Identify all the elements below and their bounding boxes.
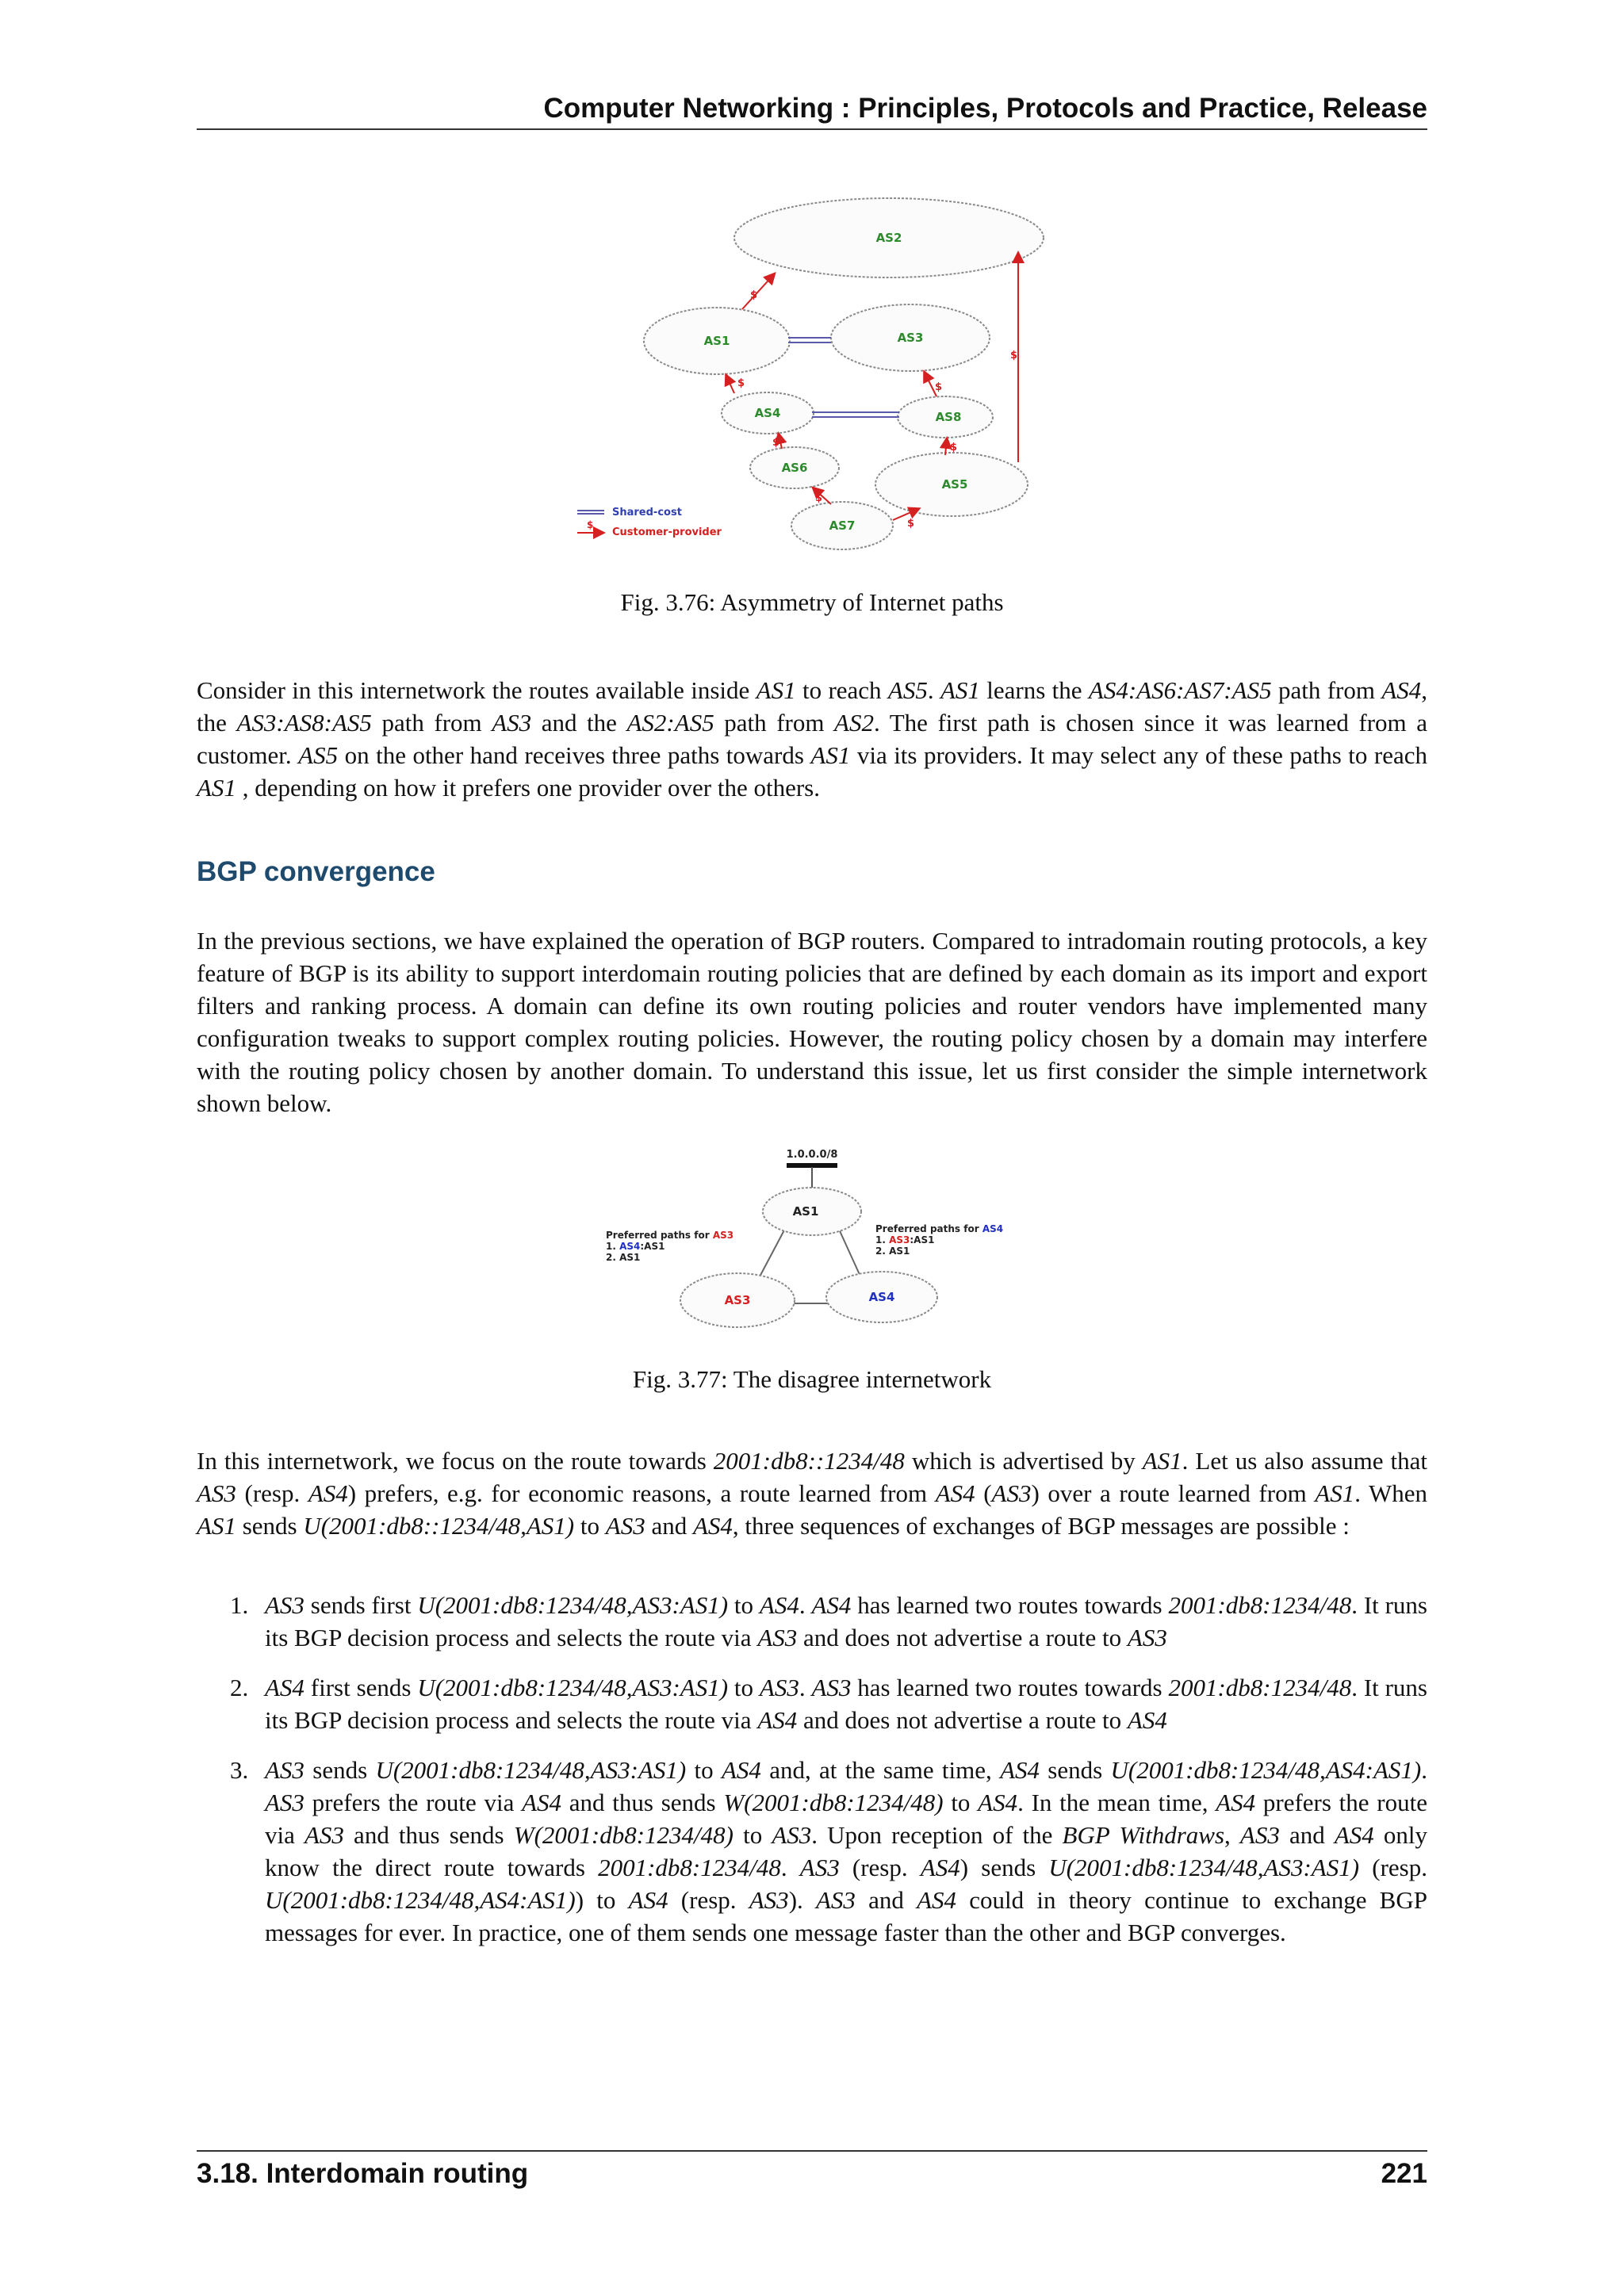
svg-text:Preferred paths for AS3: Preferred paths for AS3: [606, 1230, 734, 1241]
legend: [577, 507, 722, 538]
label-as8: AS8: [935, 410, 962, 424]
disagree-diagram: [599, 1143, 1028, 1334]
dollar-label: $: [950, 442, 958, 453]
label-as4: AS4: [868, 1290, 895, 1304]
label-as6: AS6: [781, 461, 808, 475]
paragraph-disagree: In this internetwork, we focus on the route towards 2001:db8::1234/48 which is advertised by AS1. Let us also assume that AS3 (resp. AS4) prefers, e.g. for economic reasons, a route learned from AS4 (AS3) over a route learned from AS1. When AS1 sends U(2001:db8::1234/48,AS1) to AS3 and AS4, three sequences of exchanges of BGP messages are possible :: [197, 1447, 1427, 1540]
svg-text:1. AS4:AS1: 1. AS4:AS1: [606, 1241, 665, 1252]
paragraph-asymmetry: Consider in this internetwork the routes available inside AS1 to reach AS5. AS1 learns the AS4:AS6:AS7:AS5 path from AS4, the AS3:AS8:AS5 path from AS3 and the AS2:AS5 path from AS2. The first path is chosen since it was learned from a customer. AS5 on the other hand receives three paths towards AS1 via its providers. It may select any of these paths to reach AS1 , depending on how it prefers one provider over the others.: [197, 676, 1428, 802]
dollar-label: $: [907, 518, 915, 530]
label-as1: AS1: [703, 334, 730, 348]
label-as2: AS2: [875, 231, 902, 245]
footer-section: 3.18. Interdomain routing: [197, 2158, 529, 2189]
legend-customer-provider: Customer-provider: [612, 526, 722, 538]
list-item: 3. AS3 sends U(2001:db8:1234/48,AS3:AS1) to AS4 and, at the same time, AS4 sends U(2001:db8:1234/48,AS4:AS1). AS3 prefers the route via AS4 and thus sends W(2001:db8:1234/48) to AS4. In the mean time, AS4 prefers the route via AS3 and thus sends W(2001:db8:1234/48) to AS3. Upon reception of the BGP Withdraws, AS3 and AS4 only know the direct route towards 2001:db8:1234/48. AS3 (resp. AS4) sends U(2001:db8:1234/48,AS3:AS1) (resp. U(2001:db8:1234/48,AS4:AS1)) to AS4 (resp. AS3). AS3 and AS4 could in theory continue to exchange BGP messages for ever. In practice, one of them sends one message faster than the other and BGP converges.: [230, 1756, 1428, 1946]
svg-text:2. AS1: 2. AS1: [606, 1252, 641, 1263]
page-footer: [197, 2150, 1427, 2196]
dollar-label: $: [815, 492, 823, 504]
label-as3: AS3: [897, 331, 924, 345]
dollar-label: $: [772, 437, 780, 449]
exchange-sequences-list: [230, 1589, 1427, 1966]
running-header: Computer Networking : Principles, Protocols and Practice, Release: [197, 89, 1427, 130]
legend-shared-cost: Shared-cost: [612, 507, 682, 519]
label-as3: AS3: [724, 1293, 751, 1307]
prefix-label: 1.0.0.0/8: [786, 1149, 838, 1161]
svg-text:2. AS1: 2. AS1: [875, 1246, 910, 1257]
figure-caption: Fig. 3.76: Asymmetry of Internet paths: [620, 588, 1004, 616]
section-heading: BGP convergence: [197, 856, 435, 887]
preferred-paths-as4: [875, 1223, 1003, 1257]
svg-text:1. AS3:AS1: 1. AS3:AS1: [875, 1234, 935, 1246]
label-as1: AS1: [792, 1204, 819, 1219]
label-as7: AS7: [829, 519, 856, 533]
paragraph-intro: In the previous sections, we have explained the operation of BGP routers. Compared to intradomain routing protocols, a key feature of BGP is its ability to support interdomain routing policies that are defined by each domain as its import and export filters and ranking process. A domain can define its own routing policies and router vendors have implemented many configuration tweaks to support complex routing policies. However, the routing policy chosen by a domain may interfere with the routing policy chosen by another domain. To understand this issue, let us first consider the simple internetwork shown below.: [197, 927, 1427, 1117]
figure-disagree: [599, 1143, 1028, 1334]
figure-asymmetry: [576, 189, 1051, 553]
asymmetry-diagram: [576, 189, 1051, 553]
dollar-label: $: [587, 519, 594, 530]
dollar-label: $: [1010, 350, 1018, 362]
list-item: 2. AS4 first sends U(2001:db8:1234/48,AS3:AS1) to AS3. AS3 has learned two routes towards 2001:db8:1234/48. It runs its BGP decision process and selects the route via AS4 and does not advertise a route to AS4: [230, 1674, 1427, 1734]
preferred-paths-as3: [606, 1230, 733, 1263]
label-as4: AS4: [754, 406, 781, 420]
label-as5: AS5: [941, 477, 968, 492]
svg-text:Preferred paths for AS4: Preferred paths for AS4: [875, 1223, 1004, 1234]
dollar-label: $: [737, 377, 745, 389]
figure-caption: Fig. 3.77: The disagree internetwork: [632, 1365, 992, 1393]
dollar-label: $: [750, 289, 758, 301]
dollar-label: $: [935, 381, 943, 393]
page-number: 221: [1381, 2158, 1427, 2189]
list-item: 1. AS3 sends first U(2001:db8:1234/48,AS3:AS1) to AS4. AS4 has learned two routes towards 2001:db8:1234/48. It runs its BGP decision process and selects the route via AS3 and does not advertise a route to AS3: [230, 1591, 1427, 1651]
